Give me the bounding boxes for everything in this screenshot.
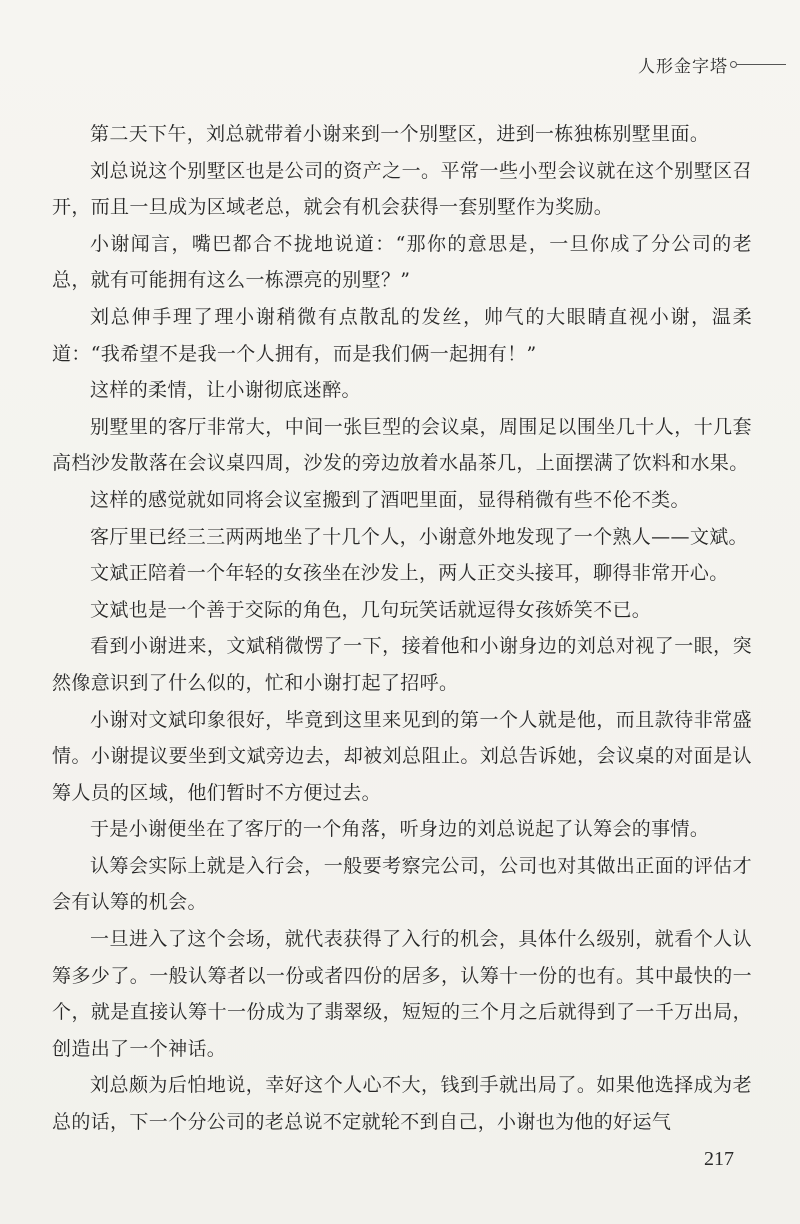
paragraph: 客厅里已经三三两两地坐了十几个人，小谢意外地发现了一个熟人——文斌。 [90,525,748,548]
page-number: 217 [704,1148,734,1170]
paragraph: 这样的感觉就如同将会议室搬到了酒吧里面，显得稍微有些不伦不类。 [90,488,690,511]
paragraph: 认筹会实际上就是入行会，一般要考察完公司，公司也对其做出正面的评估才会有认筹的机会。 [52,854,752,914]
paragraph: 小谢闻言，嘴巴都合不拢地说道：“那你的意思是，一旦你成了分公司的老总，就有可能拥有这么一栋漂亮的别墅？” [52,232,752,292]
body-text [52,116,752,1141]
paragraph: 一旦进入了这个会场，就代表获得了入行的机会，具体什么级别，就看个人认筹多少了。一般认筹者以一份或者四份的居多，认筹十一份的也有。其中最快的一个，就是直接认筹十一份成为了翡翠级，短短的三个月之后就得到了一千万出局，创造出了一个神话。 [52,928,752,1060]
paragraph: 刘总颇为后怕地说，幸好这个人心不大，钱到手就出局了。如果他选择成为老总的话，下一个分公司的老总说不定就轮不到自己，小谢也为他的好运气 [52,1074,752,1134]
paragraph: 文斌正陪着一个年轻的女孩坐在沙发上，两人正交头接耳，聊得非常开心。 [90,562,729,585]
paragraph: 刘总伸手理了理小谢稍微有点散乱的发丝，帅气的大眼睛直视小谢，温柔道：“我希望不是我一个人拥有，而是我们俩一起拥有！” [52,305,752,365]
paragraph: 这样的柔情，让小谢彻底迷醉。 [90,379,361,402]
header-rule-ornament [736,64,786,65]
paragraph: 别墅里的客厅非常大，中间一张巨型的会议桌，周围足以围坐几十人，十几套高档沙发散落在会议桌四周，沙发的旁边放着水晶茶几，上面摆满了饮料和水果。 [52,415,752,475]
running-title: 人形金字塔 [638,57,728,77]
paragraph: 第二天下午，刘总就带着小谢来到一个别墅区，进到一栋独栋别墅里面。 [90,123,710,145]
paragraph: 看到小谢进来，文斌稍微愣了一下，接着他和小谢身边的刘总对视了一眼，突然像意识到了什么似的，忙和小谢打起了招呼。 [52,635,752,694]
running-head [638,52,786,77]
paragraph: 刘总说这个别墅区也是公司的资产之一。平常一些小型会议就在这个别墅区召开，而且一旦成为区域老总，就会有机会获得一套别墅作为奖励。 [52,159,752,219]
paragraph: 小谢对文斌印象很好，毕竟到这里来见到的第一个人就是他，而且款待非常盛情。小谢提议要坐到文斌旁边去，却被刘总阻止。刘总告诉她，会议桌的对面是认筹人员的区域，他们暂时不方便过去。 [52,708,752,804]
paragraph: 于是小谢便坐在了客厅的一个角落，听身边的刘总说起了认筹会的事情。 [90,818,710,841]
paragraph: 文斌也是一个善于交际的角色，几句玩笑话就逗得女孩娇笑不已。 [90,598,652,621]
